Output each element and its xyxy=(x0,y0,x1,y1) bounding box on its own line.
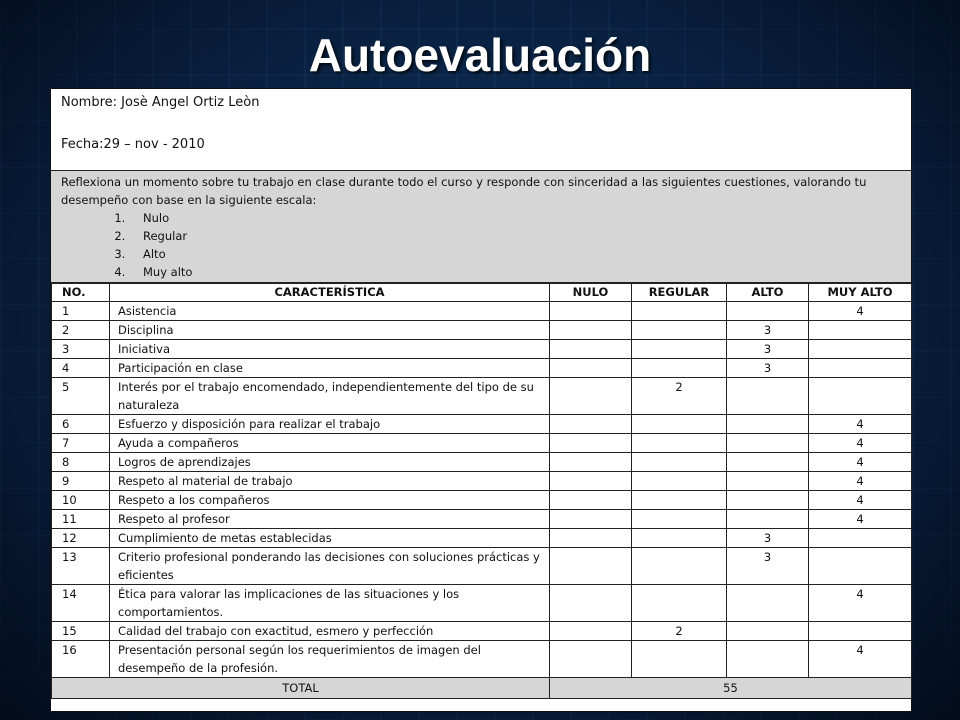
table-cell-muy-alto: 4 xyxy=(809,585,912,622)
scale-item: 3. Alto xyxy=(129,245,901,263)
table-cell-regular xyxy=(632,529,727,548)
table-cell-regular xyxy=(632,472,727,491)
table-cell-no: 9 xyxy=(52,472,110,491)
table-cell-nulo xyxy=(550,641,632,678)
table-row xyxy=(52,378,912,415)
column-header-characteristic: CARACTERÍSTICA xyxy=(110,284,550,302)
table-cell-no: 1 xyxy=(52,302,110,321)
table-cell-muy-alto: 4 xyxy=(809,453,912,472)
table-cell-no: 4 xyxy=(52,359,110,378)
total-row xyxy=(52,678,912,699)
table-cell-no: 14 xyxy=(52,585,110,622)
table-cell-nulo xyxy=(550,472,632,491)
table-cell-no: 12 xyxy=(52,529,110,548)
table-cell-regular xyxy=(632,340,727,359)
table-cell-no: 8 xyxy=(52,453,110,472)
table-cell-alto: 3 xyxy=(727,548,809,585)
table-cell-characteristic: Logros de aprendizajes xyxy=(110,453,550,472)
evaluation-table xyxy=(51,283,912,699)
table-cell-muy-alto: 4 xyxy=(809,472,912,491)
column-header-muy-alto: MUY ALTO xyxy=(809,284,912,302)
table-cell-regular xyxy=(632,359,727,378)
table-cell-characteristic: Esfuerzo y disposición para realizar el trabajo xyxy=(110,415,550,434)
table-cell-alto: 3 xyxy=(727,340,809,359)
table-cell-alto xyxy=(727,434,809,453)
column-header-no: NO. xyxy=(52,284,110,302)
table-cell-alto xyxy=(727,491,809,510)
table-row xyxy=(52,415,912,434)
table-cell-characteristic: Criterio profesional ponderando las decisiones con soluciones prácticas y eficientes xyxy=(110,548,550,585)
table-cell-alto xyxy=(727,622,809,641)
table-cell-characteristic: Participación en clase xyxy=(110,359,550,378)
table-cell-muy-alto xyxy=(809,622,912,641)
table-row xyxy=(52,434,912,453)
table-cell-characteristic: Calidad del trabajo con exactitud, esmero y perfección xyxy=(110,622,550,641)
table-row xyxy=(52,510,912,529)
table-cell-nulo xyxy=(550,453,632,472)
table-cell-nulo xyxy=(550,321,632,340)
table-cell-regular xyxy=(632,491,727,510)
scale-item: 2. Regular xyxy=(129,227,901,245)
table-cell-no: 6 xyxy=(52,415,110,434)
table-cell-characteristic: Iniciativa xyxy=(110,340,550,359)
table-cell-muy-alto: 4 xyxy=(809,491,912,510)
table-cell-muy-alto: 4 xyxy=(809,510,912,529)
table-cell-nulo xyxy=(550,529,632,548)
instructions-box xyxy=(51,171,911,283)
table-cell-muy-alto: 4 xyxy=(809,641,912,678)
table-cell-no: 5 xyxy=(52,378,110,415)
table-cell-alto: 3 xyxy=(727,529,809,548)
table-cell-no: 2 xyxy=(52,321,110,340)
table-cell-muy-alto xyxy=(809,378,912,415)
table-cell-nulo xyxy=(550,302,632,321)
table-cell-nulo xyxy=(550,359,632,378)
table-cell-no: 3 xyxy=(52,340,110,359)
table-cell-alto xyxy=(727,641,809,678)
table-row xyxy=(52,302,912,321)
scale-list xyxy=(61,209,901,281)
table-cell-characteristic: Presentación personal según los requerimientos de imagen del desempeño de la profesión. xyxy=(110,641,550,678)
table-cell-alto xyxy=(727,302,809,321)
slide-title: Autoevaluación xyxy=(308,29,652,81)
table-row xyxy=(52,585,912,622)
total-label: TOTAL xyxy=(52,678,550,699)
table-cell-regular xyxy=(632,510,727,529)
table-cell-muy-alto: 4 xyxy=(809,434,912,453)
table-row xyxy=(52,453,912,472)
table-cell-no: 7 xyxy=(52,434,110,453)
table-cell-no: 13 xyxy=(52,548,110,585)
table-row xyxy=(52,472,912,491)
table-cell-regular xyxy=(632,434,727,453)
table-cell-muy-alto xyxy=(809,340,912,359)
table-cell-no: 15 xyxy=(52,622,110,641)
instructions-text: Reflexiona un momento sobre tu trabajo en clase durante todo el curso y responde con sinceridad a las siguientes cuestiones, valorando tu desempeño con base en la siguiente escala: xyxy=(61,175,867,207)
table-cell-alto xyxy=(727,378,809,415)
table-cell-no: 11 xyxy=(52,510,110,529)
table-cell-characteristic: Asistencia xyxy=(110,302,550,321)
table-cell-nulo xyxy=(550,415,632,434)
table-cell-muy-alto xyxy=(809,529,912,548)
table-cell-characteristic: Respeto a los compañeros xyxy=(110,491,550,510)
table-cell-regular: 2 xyxy=(632,622,727,641)
table-cell-nulo xyxy=(550,510,632,529)
table-row xyxy=(52,359,912,378)
table-row xyxy=(52,641,912,678)
table-cell-alto xyxy=(727,585,809,622)
table-cell-alto: 3 xyxy=(727,321,809,340)
table-row xyxy=(52,548,912,585)
table-cell-nulo xyxy=(550,548,632,585)
table-row xyxy=(52,491,912,510)
table-cell-characteristic: Ayuda a compañeros xyxy=(110,434,550,453)
table-cell-nulo xyxy=(550,378,632,415)
table-cell-regular xyxy=(632,548,727,585)
table-cell-characteristic: Ética para valorar las implicaciones de las situaciones y los comportamientos. xyxy=(110,585,550,622)
table-cell-regular xyxy=(632,585,727,622)
table-cell-muy-alto xyxy=(809,321,912,340)
column-header-nulo: NULO xyxy=(550,284,632,302)
table-cell-alto xyxy=(727,453,809,472)
table-row xyxy=(52,622,912,641)
table-cell-regular xyxy=(632,453,727,472)
table-cell-characteristic: Respeto al material de trabajo xyxy=(110,472,550,491)
table-cell-alto: 3 xyxy=(727,359,809,378)
table-cell-regular xyxy=(632,641,727,678)
table-header-row xyxy=(52,284,912,302)
table-cell-no: 10 xyxy=(52,491,110,510)
table-cell-nulo xyxy=(550,434,632,453)
table-cell-regular xyxy=(632,302,727,321)
student-info xyxy=(51,89,911,171)
evaluation-sheet xyxy=(50,88,912,712)
table-cell-characteristic: Cumplimiento de metas establecidas xyxy=(110,529,550,548)
table-cell-alto xyxy=(727,472,809,491)
table-cell-muy-alto: 4 xyxy=(809,415,912,434)
scale-item: 1. Nulo xyxy=(129,209,901,227)
table-row xyxy=(52,340,912,359)
table-cell-nulo xyxy=(550,622,632,641)
total-value: 55 xyxy=(550,678,912,699)
table-cell-muy-alto: 4 xyxy=(809,302,912,321)
table-row xyxy=(52,529,912,548)
table-cell-no: 16 xyxy=(52,641,110,678)
table-cell-characteristic: Disciplina xyxy=(110,321,550,340)
table-cell-regular: 2 xyxy=(632,378,727,415)
student-name: Nombre: Josè Angel Ortiz Leòn xyxy=(61,95,260,110)
table-cell-nulo xyxy=(550,585,632,622)
table-cell-nulo xyxy=(550,340,632,359)
evaluation-date: Fecha:29 – nov - 2010 xyxy=(61,137,205,152)
table-cell-nulo xyxy=(550,491,632,510)
table-cell-alto xyxy=(727,510,809,529)
table-cell-regular xyxy=(632,415,727,434)
table-cell-characteristic: Respeto al profesor xyxy=(110,510,550,529)
column-header-regular: REGULAR xyxy=(632,284,727,302)
column-header-alto: ALTO xyxy=(727,284,809,302)
table-cell-alto xyxy=(727,415,809,434)
table-cell-regular xyxy=(632,321,727,340)
table-cell-characteristic: Interés por el trabajo encomendado, independientemente del tipo de su naturaleza xyxy=(110,378,550,415)
table-row xyxy=(52,321,912,340)
scale-item: 4. Muy alto xyxy=(129,263,901,281)
table-cell-muy-alto xyxy=(809,548,912,585)
table-cell-muy-alto xyxy=(809,359,912,378)
